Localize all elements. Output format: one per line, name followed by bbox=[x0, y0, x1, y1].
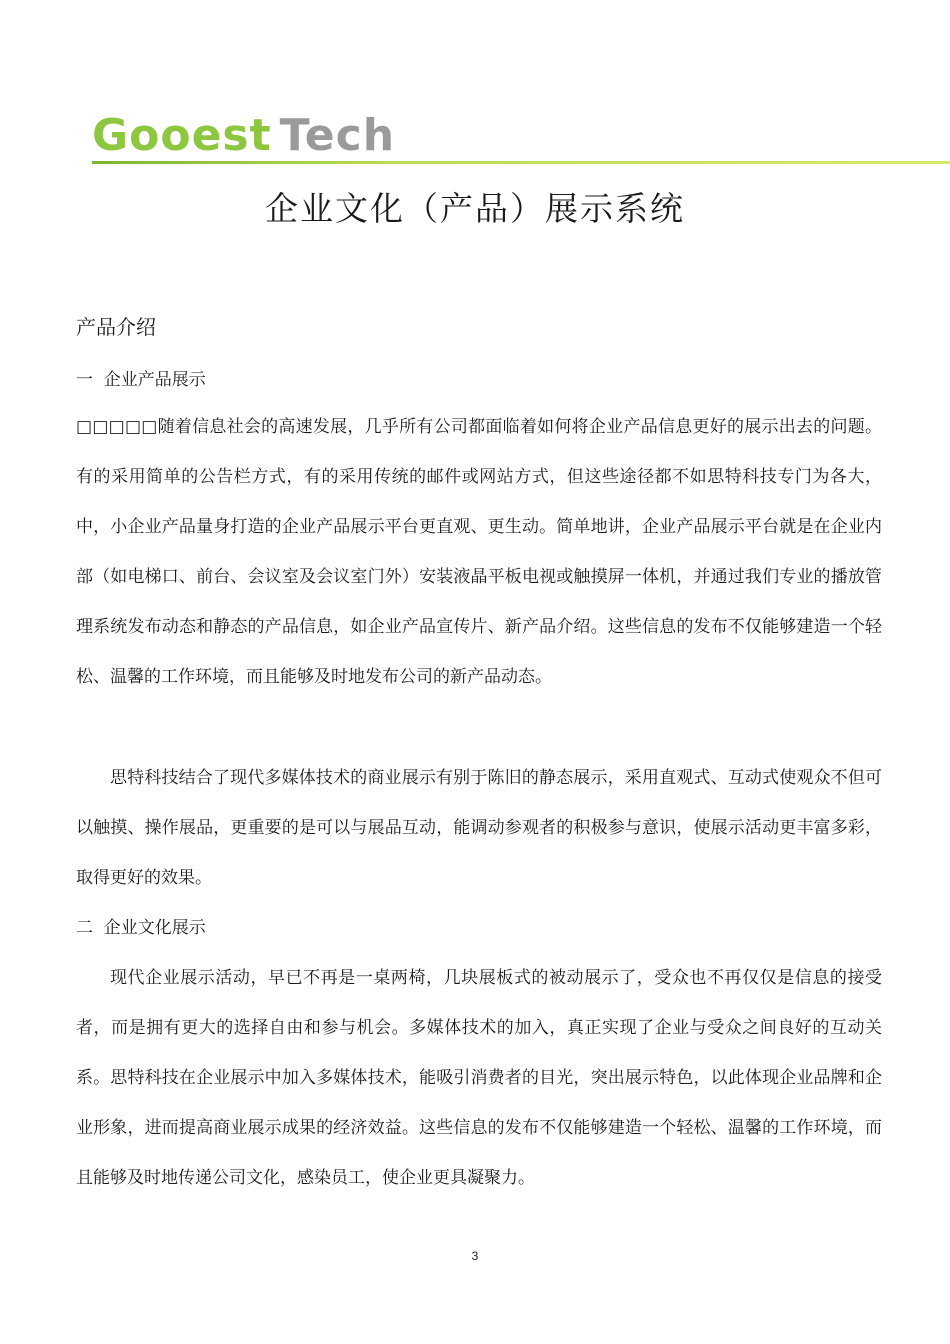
document-title: 企业文化（产品）展示系统 bbox=[265, 189, 685, 228]
subheading-culture-display: 二 企业文化展示 bbox=[76, 918, 206, 938]
subheading-product-display: 一 企业产品展示 bbox=[76, 370, 206, 390]
document-header bbox=[92, 112, 950, 168]
logo-tech-text: Tech bbox=[279, 110, 396, 161]
logo-gooest-text: Gooest bbox=[92, 110, 272, 161]
paragraph-product-display-1: □□□□□随着信息社会的高速发展，几乎所有公司都面临着如何将企业产品信息更好的展示出去的问题。有的采用简单的公告栏方式，有的采用传统的邮件或网站方式，但这些途径都不如思特科技专门为各大，中，小企业产品量身打造的企业产品展示平台更直观、更生动。简单地讲，企业产品展示平台就是在企业内部（如电梯口、前台、会议室及会议室门外）安装液晶平板电视或触摸屏一体机，并通过我们专业的播放管理系统发布动态和静态的产品信息，如企业产品宣传片、新产品介绍。这些信息的发布不仅能够建造一个轻松、温馨的工作环境，而且能够及时地发布公司的新产品动态。 bbox=[76, 417, 882, 687]
gooest-tech-logo bbox=[92, 112, 395, 160]
paragraph-product-display-2: 思特科技结合了现代多媒体技术的商业展示有别于陈旧的静态展示，采用直观式、互动式使观众不但可以触摸、操作展品，更重要的是可以与展品互动，能调动参观者的积极参与意识，使展示活动更丰富多彩，取得更好的效果。 bbox=[76, 768, 882, 888]
header-divider bbox=[92, 161, 950, 164]
page-number: 3 bbox=[471, 1249, 479, 1263]
section-heading: 产品介绍 bbox=[76, 315, 156, 339]
paragraph-culture-display: 现代企业展示活动，早已不再是一桌两椅，几块展板式的被动展示了，受众也不再仅仅是信息的接受者，而是拥有更大的选择自由和参与机会。多媒体技术的加入，真正实现了企业与受众之间良好的互动关系。思特科技在企业展示中加入多媒体技术，能吸引消费者的目光，突出展示特色，以此体现企业品牌和企业形象，进而提高商业展示成果的经济效益。这些信息的发布不仅能够建造一个轻松、温馨的工作环境，而且能够及时地传递公司文化，感染员工，使企业更具凝聚力。 bbox=[76, 968, 882, 1188]
